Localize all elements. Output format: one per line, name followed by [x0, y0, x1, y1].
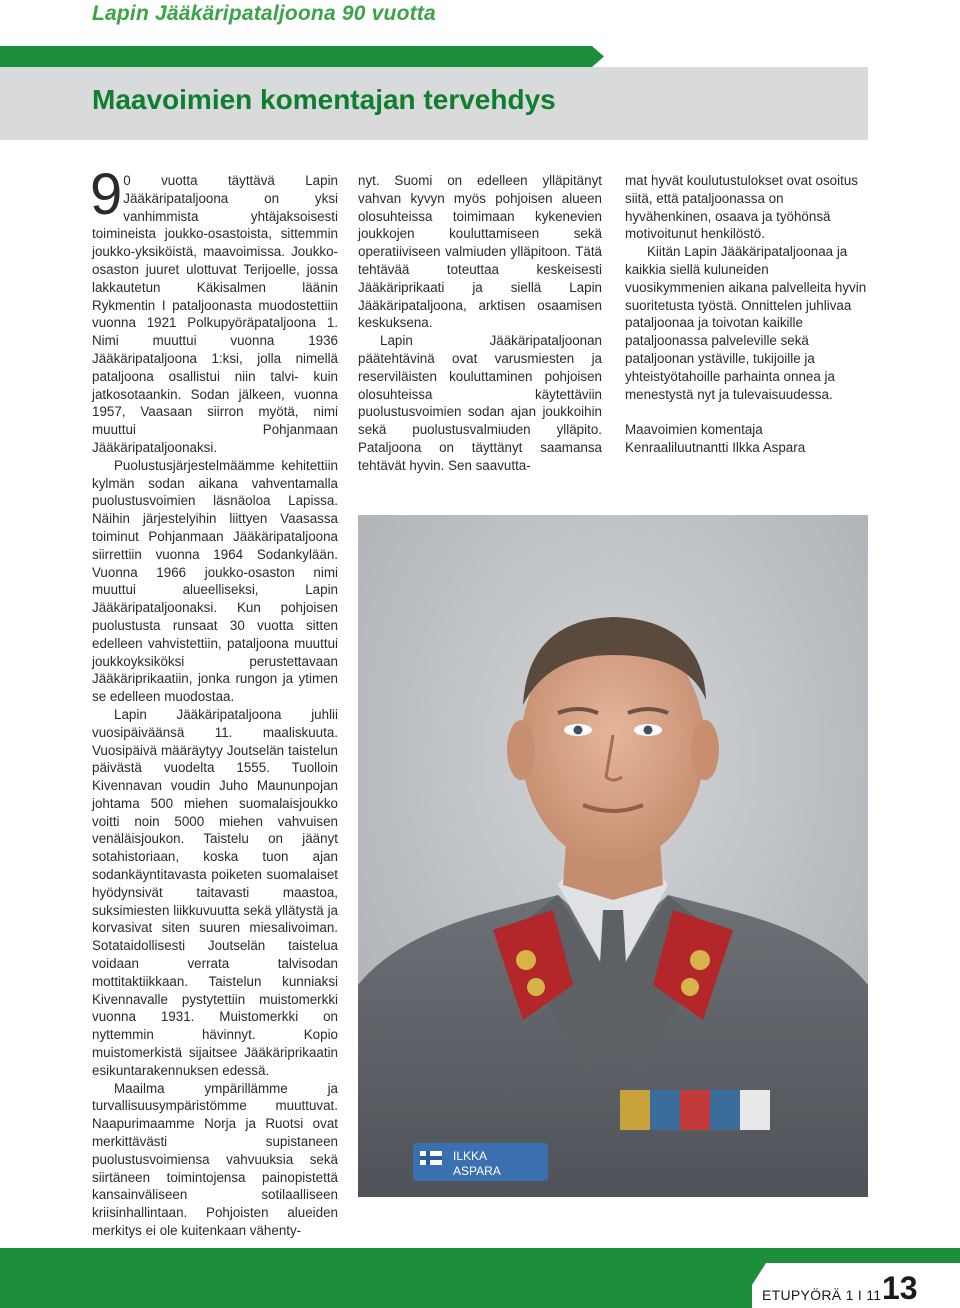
publication-title: Lapin Jääkäripataljoona 90 vuotta	[92, 2, 436, 25]
section-title: Maavoimien komentajan tervehdys	[92, 84, 556, 115]
signature	[625, 421, 871, 457]
article-column-1	[90, 162, 338, 1240]
signature-name: Kenraaliluutnantti Ilkka Aspara	[625, 440, 806, 456]
header-arrow-band	[0, 46, 604, 67]
article-column-2	[358, 172, 602, 475]
signature-title: Maavoimien komentaja	[625, 422, 763, 438]
paragraph	[90, 162, 338, 457]
drop-cap: 9	[90, 162, 123, 227]
paragraph: Lapin Jääkäripataljoona juhlii vuosipäiväänsä 11. maaliskuuta. Vuosipäivä määräytyy Joutselän taistelun päivästä vuodelta 1555. Tuolloin Kivennavan voudin Juho Maununpojan johtama 500 miehen suomalaisjoukko voitti noin 5000 miehen vahvuisen venäläisjoukon. Taistelu on jäänyt sotahistoriaan, koska tuon ajan sodankäyntitavasta poiketen suomalaiset hyödynsivät taitavasti maastoa, suksimiesten liikkuvuutta sekä yllätystä ja korvasivat siten suuren miesalivoiman. Sotataidollisesti Joutselän taistelua voidaan verrata talvisodan mottitaktiikkaan. Taistelun kunniaksi Kivennavalle pystytettiin muistomerkki vuonna 1931. Muistomerkki on nyttemmin hävinnyt. Kopio muistomerkistä sijaitsee Jääkäriprikaatin esikuntarakennuksen edessä.	[92, 706, 338, 1078]
paragraph: Kiitän Lapin Jääkäripataljoonaa ja kaikkia siellä kuluneiden vuosikymmenien aikana palvelleita hyvin suoritetusta työstä. Onnittelen juhlivaa pataljoonaa ja toivotan kaikille pataljoonassa palveleville sekä pataljoonan ystäville, tukijoille ja yhteistyötahoille parhainta onnea ja menestystä nyt ja tulevaisuudessa.	[625, 244, 867, 402]
paragraph: Puolustusjärjestelmäämme kehitettiin kylmän sodan aikana vahventamalla puolustusvoimien läsnäoloa Lapissa. Näihin järjestelyihin liittyen Vaasassa toiminut Pohjanmaan Jääkäripataljoona siirrettiin vuonna 1964 Sodankylään. Vuonna 1966 joukko-osaston nimi muuttui alueelliseksi, Lapin Jääkäripataljoonaksi. Kun pohjoisen puolustusta runsaat 30 vuotta sitten edelleen vahvistettiin, pataljoona muuttui joukkoyksiköksi perustettavaan Jääkäriprikaatiin, jonka rungon ja ytimen se edelleen muodostaa.	[92, 457, 338, 705]
paragraph: mat hyvät koulutustulokset ovat osoitus siitä, että pataljoonassa on hyvähenkinen, osaava ja työhönsä motivoitunut henkilöstö.	[625, 173, 858, 242]
paragraph: Lapin Jääkäripataljoonan päätehtävinä ovat varusmiesten ja reserviläisten kouluttaminen pohjoisen olosuhteissa käytettäviin puolustusvoimien sodan ajan joukkoihin sekä puolustusvalmiuden ylläpito. Pataljoona on täyttänyt saamansa tehtävät hyvin. Sen saavutta-	[358, 333, 602, 473]
portrait-photo	[358, 515, 868, 1197]
magazine-issue: ETUPYÖRÄ 1 I 11	[762, 1287, 882, 1303]
page-number: 13	[882, 1270, 918, 1306]
article-column-3	[625, 172, 871, 457]
name-tag-line-2: ASPARA	[453, 1164, 501, 1178]
name-tag-line-1: ILKKA	[453, 1149, 488, 1163]
paragraph-text: 0 vuotta täyttävä Lapin Jääkäripataljoona on yksi vanhimmista yhtäjaksoisesti toimineista joukko-osastoista, sittemmin joukko-yksiköistä, maavoimissa. Joukko-osaston juuret ulottuvat Terijoelle, jossa lakkautetun Käkisalmen läänin Rykmentin I pataljoonasta muodostettiin vuonna 1921 Polkupyöräpataljoona 1. Nimi muuttui vuonna 1936 Jääkäripataljoona 1:ksi, jolla nimellä pataljoona osallistui niin talvi- kuin jatkosotaankin. Sodan jälkeen, vuonna 1957, Vaasaan siirron myötä, nimi muuttui Pohjanmaan Jääkäripataljoonaksi.	[92, 173, 338, 455]
portrait-illustration	[358, 515, 868, 1197]
paragraph: nyt. Suomi on edelleen ylläpitänyt vahvan kyvyn myös pohjoisen alueen olosuhteissa toimimaan kykenevien joukkojen kouluttamiseen sekä operatiiviseen valmiuden ylläpitoon. Tätä tehtävää toteuttaa keskeisesti Jääkäriprikaati ja siellä Lapin Jääkäripataljoona, arktisen osaamisen keskuksena.	[358, 173, 602, 331]
paragraph: Maailma ympärillämme ja turvallisuusympäristömme muuttuvat. Naapurimaamme Norja ja Ruotsi ovat merkittävästi supistaneen puolustusvoimiensa vahvuuksia sekä siirtäneen toimintojensa painopistettä kansainväliseen sotilaalliseen kriisinhallintaan. Pohjoisten alueiden merkitys ei ole kuitenkaan vähenty-	[92, 1080, 338, 1239]
